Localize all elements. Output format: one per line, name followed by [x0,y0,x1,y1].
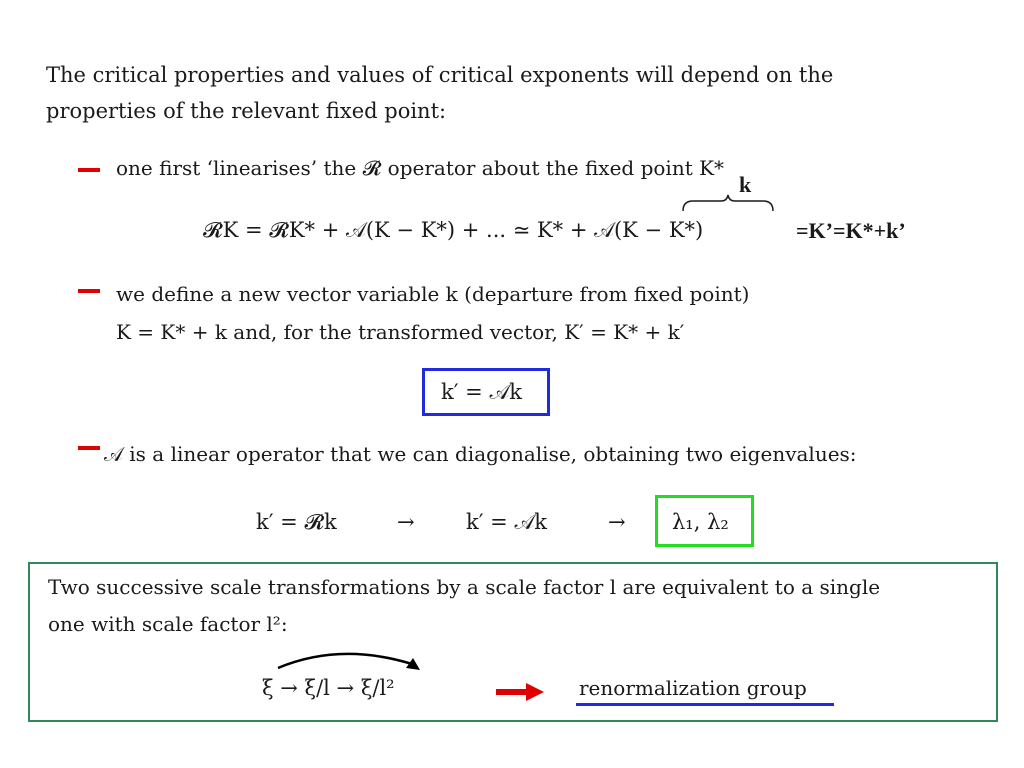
equation-1-bold-suffix: =K’=K*+k’ [796,218,906,243]
boxed-equation: k′ = 𝒜k [441,380,523,404]
bullet-dash-1 [78,168,100,172]
red-arrow-icon [496,682,546,702]
chain-arrow-1: → [397,510,415,534]
renormalization-underline [576,703,834,706]
intro-line-2: properties of the relevant fixed point: [46,99,447,123]
renormalization-group-label: renormalization group [579,676,807,700]
bullet-3-text: 𝒜 is a linear operator that we can diagonalise, obtaining two eigenvalues: [104,442,857,466]
intro-line-1: The critical properties and values of critical exponents will depend on the [46,63,834,87]
chain-part-1: k′ = 𝓡k [256,510,337,534]
box-line-1: Two successive scale transformations by a scale factor l are equivalent to a single [48,575,881,599]
box-line-2: one with scale factor l²: [48,612,288,636]
overbrace [681,193,775,213]
curved-arrow [270,640,430,680]
bullet-dash-2 [78,289,100,293]
bullet-dash-3 [78,446,100,450]
bullet-2-line-2: K = K* + k and, for the transformed vector, K′ = K* + k′ [116,320,685,344]
bullet-2-line-1: we define a new vector variable k (departure from fixed point) [116,282,750,306]
brace-label: k [739,172,752,197]
xi-chain: ξ → ξ/l → ξ/l² [262,676,395,700]
equation-1: 𝓡K = 𝓡K* + 𝒜(K − K*) + ... ≃ K* + 𝒜(K − K*) [203,218,704,242]
chain-part-2: k′ = 𝒜k [466,510,548,534]
chain-arrow-2: → [608,510,626,534]
bullet-1-text: one first ‘linearises’ the 𝓡 operator about the fixed point K* [116,156,725,180]
eigenvalues: λ₁, λ₂ [672,510,729,534]
intro-paragraph [46,57,833,129]
